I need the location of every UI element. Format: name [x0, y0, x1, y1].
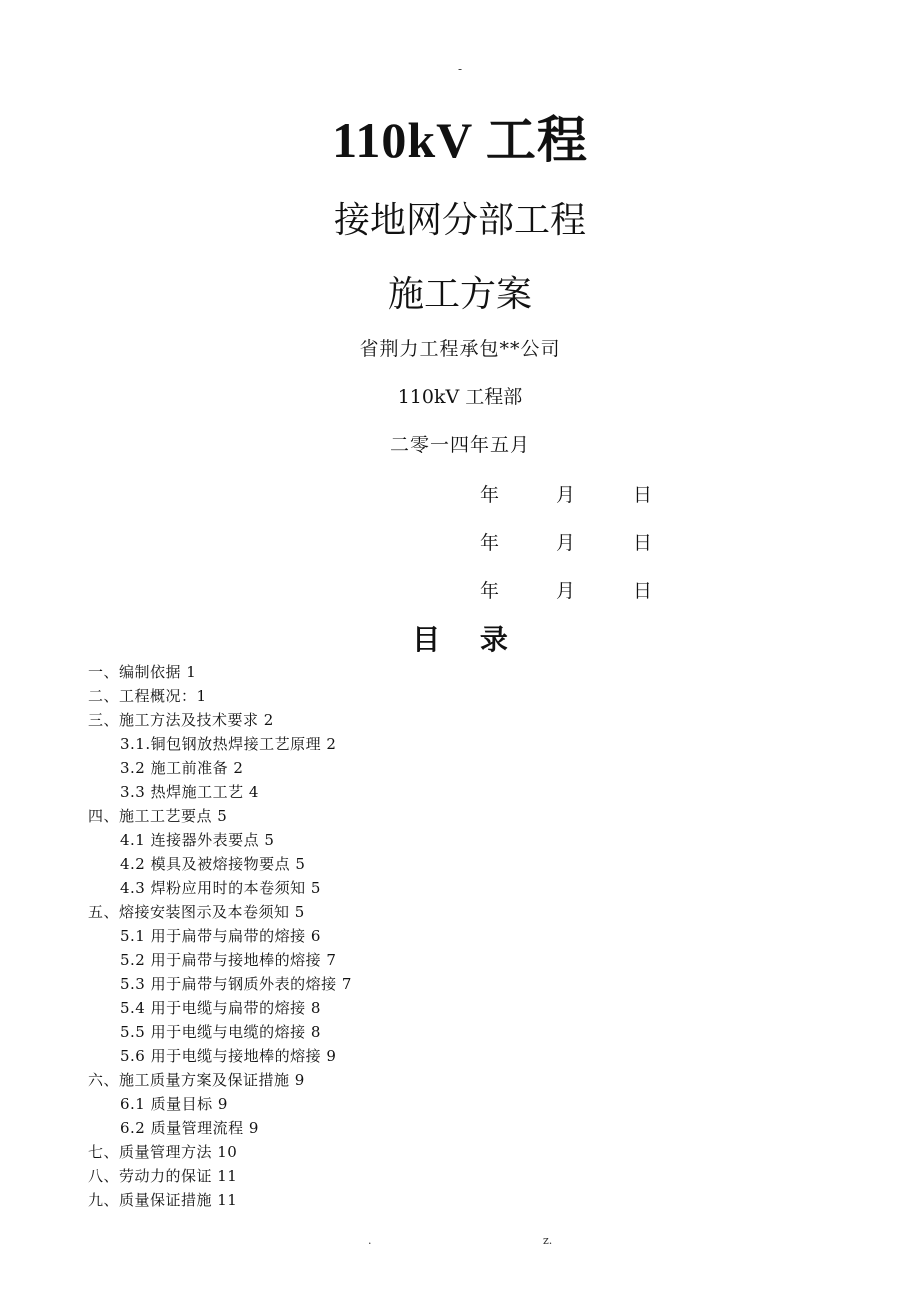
toc-subsection-item[interactable]: 3.3 热焊施工工艺 4 — [120, 783, 259, 801]
toc-section-item[interactable]: 八、劳动力的保证 11 — [88, 1167, 238, 1185]
year-label: 年 — [480, 484, 500, 506]
toc-subsection-item[interactable]: 5.3 用于扁带与钢质外表的熔接 7 — [120, 975, 352, 993]
toc-subsection-item[interactable]: 5.2 用于扁带与接地棒的熔接 7 — [120, 951, 337, 969]
footer-mark-left: . — [368, 1234, 372, 1247]
toc-subsection-item[interactable]: 6.1 质量目标 9 — [120, 1095, 228, 1113]
day-label: 日 — [633, 580, 653, 602]
document-date: 二零一四年五月 — [389, 434, 530, 456]
toc-section-item[interactable]: 四、施工工艺要点 5 — [88, 807, 228, 825]
month-label: 月 — [556, 532, 576, 554]
toc-subsection-item[interactable]: 4.1 连接器外表要点 5 — [120, 831, 275, 849]
toc-section-item[interactable]: 七、质量管理方法 10 — [88, 1143, 238, 1161]
toc-subsection-item[interactable]: 5.4 用于电缆与扁带的熔接 8 — [120, 999, 321, 1017]
toc-subsection-item[interactable]: 3.1.铜包钢放热焊接工艺原理 2 — [120, 735, 337, 753]
toc-subsection-item[interactable]: 3.2 施工前准备 2 — [120, 759, 244, 777]
month-label: 月 — [556, 580, 576, 602]
month-label: 月 — [556, 484, 576, 506]
footer-mark-right: z. — [543, 1234, 553, 1247]
company-name: 省荆力工程承包**公司 — [359, 338, 561, 360]
toc-subsection-item[interactable]: 5.5 用于电缆与电缆的熔接 8 — [120, 1023, 321, 1041]
toc-subsection-item[interactable]: 6.2 质量管理流程 9 — [120, 1119, 259, 1137]
toc-section-item[interactable]: 一、编制依据 1 — [88, 663, 197, 681]
toc-subsection-item[interactable]: 5.6 用于电缆与接地棒的熔接 9 — [120, 1047, 337, 1065]
toc-subsection-item[interactable]: 4.2 模具及被熔接物要点 5 — [120, 855, 306, 873]
department-name: 110kV 工程部 — [397, 386, 523, 408]
toc-section-item[interactable]: 三、施工方法及技术要求 2 — [88, 711, 274, 729]
document-main-title: 110kV 工程 — [332, 112, 588, 168]
day-label: 日 — [633, 532, 653, 554]
toc-section-item[interactable]: 五、熔接安装图示及本卷须知 5 — [88, 903, 305, 921]
toc-subsection-item[interactable]: 5.1 用于扁带与扁带的熔接 6 — [120, 927, 321, 945]
year-label: 年 — [480, 580, 500, 602]
toc-section-item[interactable]: 九、质量保证措施 11 — [88, 1191, 238, 1209]
year-label: 年 — [480, 532, 500, 554]
document-type-title: 施工方案 — [387, 274, 532, 315]
toc-title: 目 录 — [412, 623, 508, 656]
toc-section-item[interactable]: 二、工程概况：1 — [88, 687, 207, 705]
header-mark: - — [457, 62, 463, 76]
toc-subsection-item[interactable]: 4.3 焊粉应用时的本卷须知 5 — [120, 879, 321, 897]
day-label: 日 — [633, 484, 653, 506]
document-subtitle: 接地网分部工程 — [333, 200, 586, 241]
toc-section-item[interactable]: 六、施工质量方案及保证措施 9 — [88, 1071, 305, 1089]
